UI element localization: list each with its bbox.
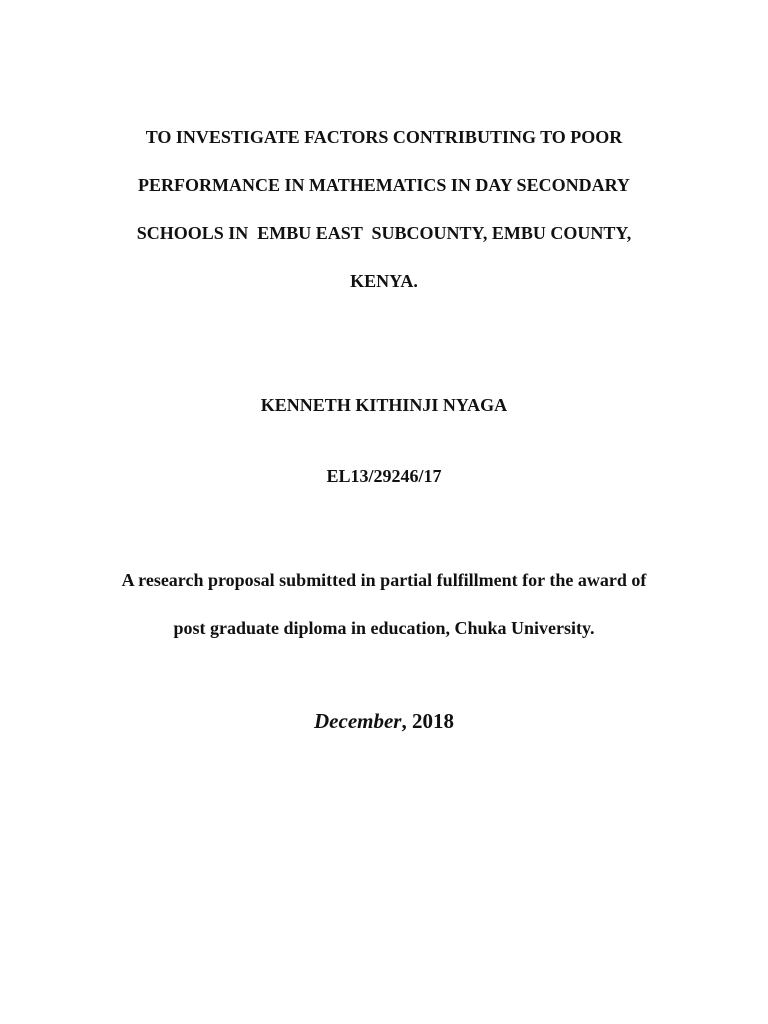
submission-line-2: post graduate diploma in education, Chuka University. [173,618,595,638]
submission-line-1: A research proposal submitted in partial fulfillment for the award of [121,570,647,590]
submission-date [0,708,768,734]
date-month: December [314,709,402,733]
title-line-4: KENYA. [350,271,418,291]
author-name: KENNETH KITHINJI NYAGA [260,395,508,415]
title-line-3: SCHOOLS IN EMBU EAST SUBCOUNTY, EMBU COUNTY, [136,223,632,243]
date-year: , 2018 [401,709,454,733]
title-line-2: PERFORMANCE IN MATHEMATICS IN DAY SECONDARY [138,175,630,195]
title-line-1: TO INVESTIGATE FACTORS CONTRIBUTING TO POOR [145,127,623,147]
registration-number: EL13/29246/17 [326,466,442,486]
